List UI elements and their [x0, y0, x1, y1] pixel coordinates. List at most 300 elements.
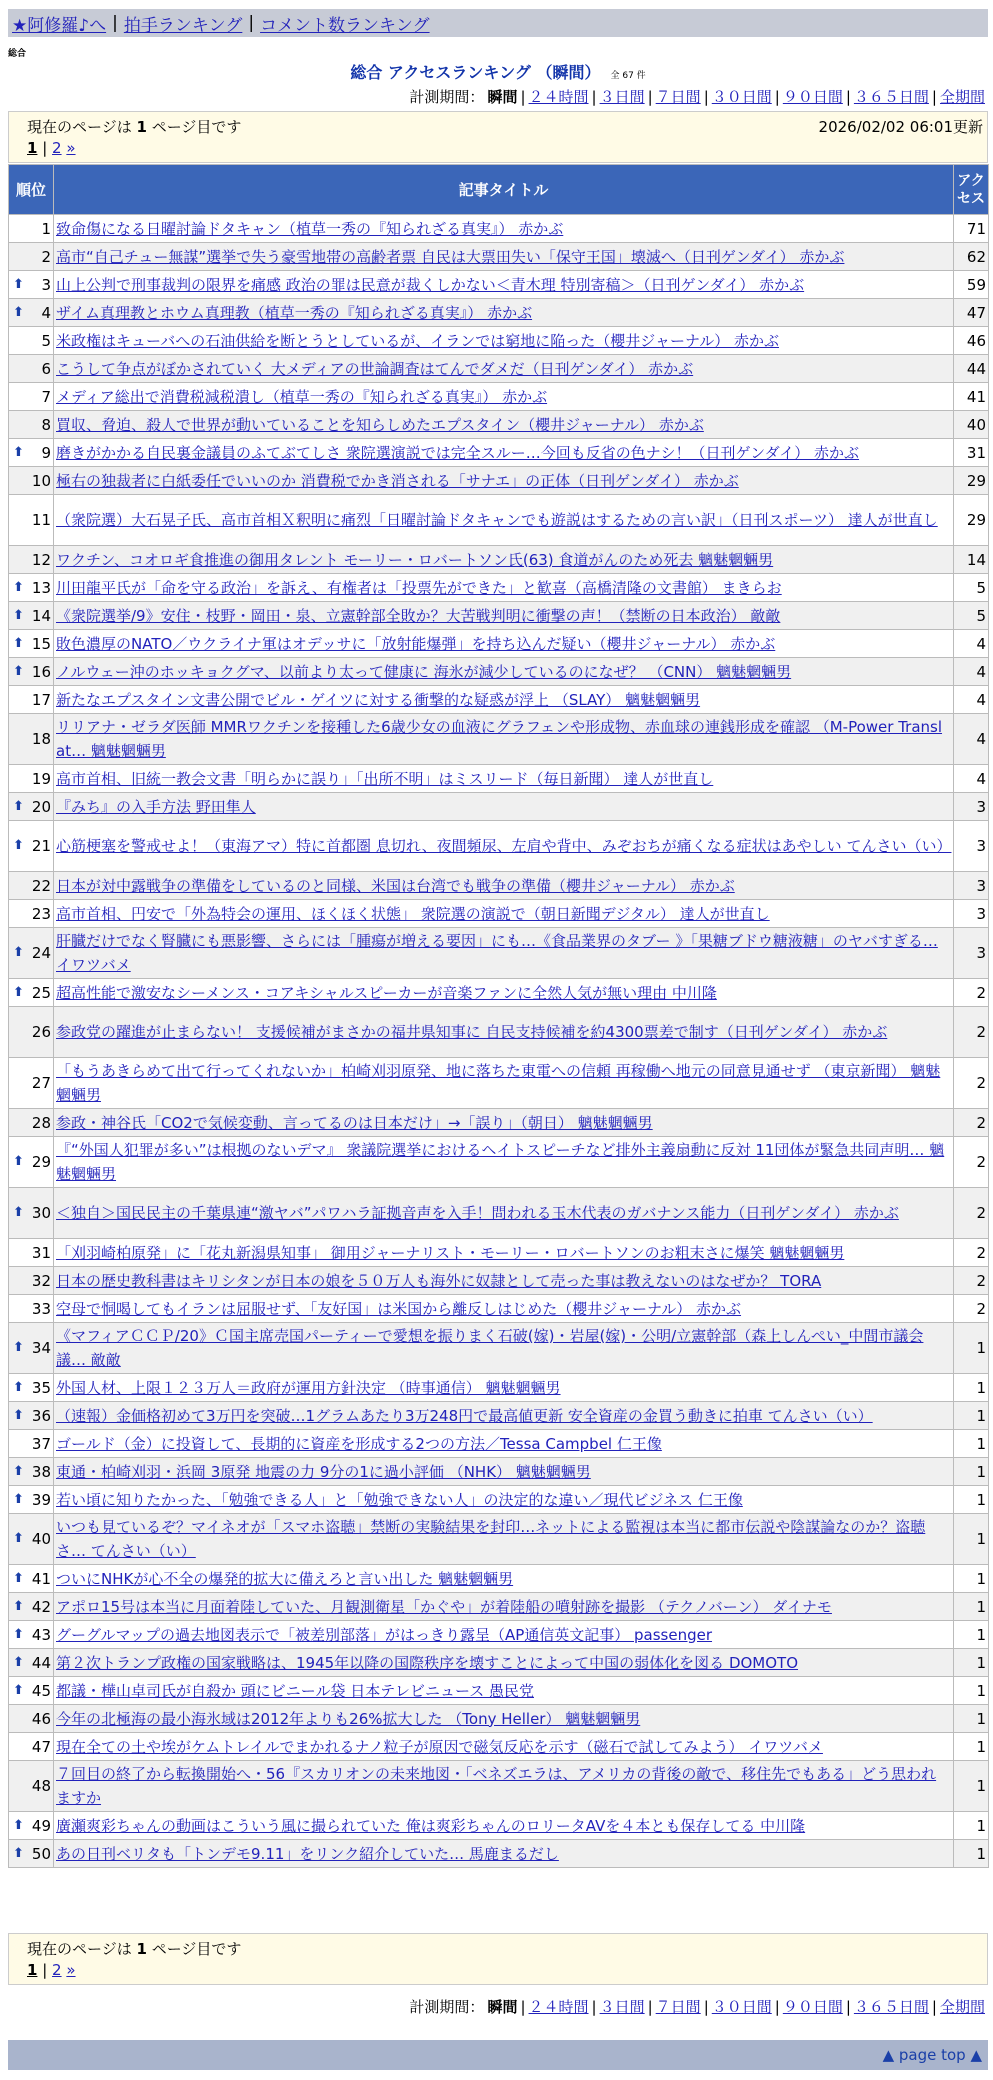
table-row: [9, 1458, 989, 1486]
period-separator: |: [845, 88, 851, 106]
period-link[interactable]: ３０日間: [711, 88, 772, 106]
article-link[interactable]: 今年の北極海の最小海氷域は2012年よりも26%拡大した （Tony Heller） 魑魅魍魎男: [56, 1709, 641, 1728]
article-link[interactable]: 致命傷になる日曜討論ドタキャン（植草一秀の『知られざる真実』） 赤かぶ: [56, 219, 564, 238]
table-row: [9, 1514, 989, 1565]
period-link[interactable]: ９０日間: [782, 88, 843, 106]
access-count: 4: [954, 686, 989, 714]
rank-cell: [9, 1007, 54, 1058]
rank-cell: [9, 1295, 54, 1323]
article-link[interactable]: 敗色濃厚のNATO／ウクライナ軍はオデッサに「放射能爆弾」を持ち込んだ疑い（櫻井ジャーナル） 赤かぶ: [56, 634, 776, 653]
period-separator: |: [520, 1998, 526, 2016]
rank-number: 4: [41, 303, 51, 322]
footer-bar: [8, 2040, 988, 2070]
up-arrow-icon: ⬆: [13, 1463, 24, 1479]
table-row: [9, 900, 989, 928]
period-label: 計測期間：: [409, 88, 485, 106]
page-title: 総合 アクセスランキング （瞬間）: [350, 63, 601, 82]
title-cell: [54, 714, 954, 765]
article-link[interactable]: リリアナ・ゼラダ医師 MMRワクチンを接種した6歳少女の血液にグラフェンや形成物、赤血球の連銭形成を確認 （M-Power Translat… 魑魅魍魎男: [56, 718, 943, 760]
access-count: 5: [954, 602, 989, 630]
current-page-number: 1: [136, 1940, 147, 1958]
period-separator: |: [591, 88, 597, 106]
access-count: 1: [954, 1402, 989, 1430]
table-row: [9, 714, 989, 765]
access-count: 1: [954, 1565, 989, 1593]
rank-cell: [9, 1677, 54, 1705]
ranking-title-row: [8, 60, 988, 83]
up-arrow-icon: ⬆: [13, 1491, 24, 1507]
access-count: 3: [954, 900, 989, 928]
title-cell: [54, 1374, 954, 1402]
rank-cell: [9, 355, 54, 383]
rank-cell: [9, 383, 54, 411]
rank-cell: [9, 630, 54, 658]
title-cell: [54, 1109, 954, 1137]
title-cell: [54, 658, 954, 686]
pager-current: 1: [27, 1961, 38, 1979]
title-cell: [54, 1267, 954, 1295]
table-row: [9, 1323, 989, 1374]
rank-number: 26: [31, 1023, 51, 1041]
current-page-number: 1: [136, 118, 147, 136]
article-link[interactable]: グーグルマップの過去地図表示で「被差別部落」がはっきり露呈（AP通信英文記事） passenger: [56, 1625, 713, 1644]
article-link[interactable]: 空母で恫喝してもイランは屈服せず、「友好国」は米国から離反しはじめた（櫻井ジャーナル） 赤かぶ: [56, 1299, 742, 1318]
access-count: 44: [954, 355, 989, 383]
access-column-header: アクセス: [954, 165, 989, 215]
comment-ranking-link[interactable]: コメント数ランキング: [260, 15, 430, 36]
article-link[interactable]: 『みち』の入手方法 野田隼人: [56, 797, 256, 816]
article-link[interactable]: ついにNHKが心不全の爆発的拡大に備えろと言い出した 魑魅魍魎男: [56, 1569, 514, 1588]
rank-cell: [9, 467, 54, 495]
current-page-text: [27, 1938, 241, 1959]
title-cell: [54, 1007, 954, 1058]
article-link[interactable]: 「もうあきらめて出て行ってくれないか」柏崎刈羽原発、地に落ちた東電への信頼 再稼働へ地元の同意見通せず （東京新聞） 魑魅魍魎男: [56, 1062, 941, 1104]
title-cell: [54, 821, 954, 872]
table-row: [9, 765, 989, 793]
access-count: 2: [954, 979, 989, 1007]
access-count: 4: [954, 714, 989, 765]
rank-number: 36: [31, 1406, 51, 1425]
access-count: 3: [954, 928, 989, 979]
rank-cell: [9, 1239, 54, 1267]
up-arrow-icon: ⬆: [13, 798, 24, 814]
access-count: 1: [954, 1649, 989, 1677]
rank-number: 11: [31, 511, 51, 529]
article-link[interactable]: 日本が対中露戦争の準備をしているのと同様、米国は台湾でも戦争の準備（櫻井ジャーナル） 赤かぶ: [56, 876, 735, 895]
title-cell: [54, 1486, 954, 1514]
rank-cell: [9, 546, 54, 574]
article-link[interactable]: 心筋梗塞を警戒せよ！（東海アマ）特に首都圏 息切れ、夜間頻尿、左肩や背中、みぞおちが痛くなる症状はあやしい てんさい（い）: [56, 837, 952, 855]
rank-number: 42: [31, 1597, 51, 1616]
article-link[interactable]: 米政権はキューバへの石油供給を断とうとしているが、イランでは窮地に陥った（櫻井ジャーナル） 赤かぶ: [56, 331, 779, 350]
up-arrow-icon: ⬆: [13, 663, 24, 679]
period-separator: |: [647, 88, 653, 106]
article-link[interactable]: 参政党の躍進が止まらない！ 支援候補がまさかの福井県知事に 自民支持候補を約4300票差で制す（日刊ゲンダイ） 赤かぶ: [56, 1023, 888, 1041]
current-page-prefix: 現在のページは: [27, 118, 137, 136]
rank-number: 43: [31, 1625, 51, 1644]
access-count: 4: [954, 630, 989, 658]
article-link[interactable]: 新たなエプスタイン文書公開でビル・ゲイツに対する衝撃的な疑惑が浮上 （SLAY） 魑魅魍魎男: [56, 690, 701, 709]
table-row: [9, 872, 989, 900]
period-link[interactable]: ３日間: [599, 88, 645, 106]
access-count: 71: [954, 215, 989, 243]
rank-number: 10: [31, 471, 51, 490]
table-row: [9, 1239, 989, 1267]
up-arrow-icon: ⬆: [13, 444, 24, 460]
title-cell: [54, 872, 954, 900]
article-link[interactable]: 若い頃に知りたかった、「勉強できる人」と「勉強できない人」の決定的な違い／現代ビジネス 仁王像: [56, 1490, 743, 1509]
title-cell: [54, 383, 954, 411]
title-cell: [54, 1733, 954, 1761]
article-link[interactable]: メディア総出で消費税減税潰し（植草一秀の『知られざる真実』） 赤かぶ: [56, 387, 548, 406]
rank-number: 45: [31, 1681, 51, 1700]
article-link[interactable]: 第２次トランプ政権の国家戦略は、1945年以降の国際秩序を壊すことによって中国の弱体化を図る DOMOTO: [56, 1653, 799, 1672]
up-arrow-icon: ⬆: [13, 579, 24, 595]
access-count: 2: [954, 1109, 989, 1137]
pager-next[interactable]: »: [66, 139, 76, 157]
article-link[interactable]: 高市首相、円安で「外為特会の運用、ほくほく状態」 衆院選の演説で（朝日新聞デジタル） 達人が世直し: [56, 904, 770, 923]
period-link[interactable]: ３６５日間: [853, 1998, 929, 2016]
article-link[interactable]: （衆院選）大石晃子氏、高市首相Ｘ釈明に痛烈「日曜討論ドタキャンでも遊説はするための言い訳」（日刊スポーツ） 達人が世直し: [56, 511, 938, 529]
rank-number: 46: [31, 1709, 51, 1728]
table-row: [9, 439, 989, 467]
rank-cell: [9, 1514, 54, 1565]
period-link[interactable]: ７日間: [655, 88, 701, 106]
rank-number: 14: [31, 606, 51, 625]
article-link[interactable]: あの日刊ベリタも「トンデモ9.11」をリンク紹介していた… 馬鹿まるだし: [56, 1844, 559, 1863]
period-separator: |: [931, 88, 937, 106]
table-row: [9, 1621, 989, 1649]
up-arrow-icon: ⬆: [13, 1379, 24, 1395]
up-arrow-icon: ⬆: [13, 1340, 24, 1355]
rank-number: 20: [31, 797, 51, 816]
up-arrow-icon: ⬆: [13, 1531, 24, 1546]
rank-number: 12: [31, 550, 51, 569]
article-link[interactable]: ワクチン、コオロギ食推進の御用タレント モーリー・ロバートソン氏(63) 食道がんのため死去 魑魅魍魎男: [56, 550, 774, 569]
up-arrow-icon: ⬆: [13, 1407, 24, 1423]
access-count: 2: [954, 1295, 989, 1323]
rank-number: 1: [41, 219, 51, 238]
pager-separator: |: [37, 1961, 53, 1979]
rank-cell: [9, 686, 54, 714]
current-page-suffix: ページ目です: [146, 118, 242, 136]
article-link[interactable]: 高市“自己チュー無謀”選挙で失う豪雪地帯の高齢者票 自民は大票田失い「保守王国」壊滅へ（日刊ゲンダイ） 赤かぶ: [56, 247, 845, 266]
rank-number: 8: [41, 415, 51, 434]
title-cell: [54, 979, 954, 1007]
article-link[interactable]: ゴールド（金）に投資して、長期的に資産を形成する2つの方法／Tessa Campbel 仁王像: [56, 1434, 662, 1453]
rank-number: 24: [31, 944, 51, 962]
rank-number: 9: [41, 443, 51, 462]
access-count: 1: [954, 1705, 989, 1733]
article-link[interactable]: 磨きがかかる自民裏金議員のふてぶてしさ 衆院選演説では完全スルー…今回も反省の色ナシ！（日刊ゲンダイ） 赤かぶ: [56, 443, 860, 462]
title-cell: [54, 411, 954, 439]
article-link[interactable]: 東通・柏崎刈羽・浜岡 3原発 地震の力 9分の1に過小評価 （NHK） 魑魅魍魎男: [56, 1462, 591, 1481]
rank-cell: [9, 658, 54, 686]
rank-cell: [9, 979, 54, 1007]
period-link[interactable]: ２４時間: [528, 88, 589, 106]
up-arrow-icon: ⬆: [13, 1570, 24, 1586]
table-row: [9, 686, 989, 714]
current-page-text: [27, 116, 241, 137]
table-row: [9, 979, 989, 1007]
title-cell: [54, 686, 954, 714]
period-selector-bottom: [409, 1996, 988, 2017]
access-count: 1: [954, 1733, 989, 1761]
up-arrow-icon: ⬆: [13, 276, 24, 292]
table-row: [9, 1677, 989, 1705]
article-link[interactable]: 日本の歴史教科書はキリシタンが日本の娘を５０万人も海外に奴隷として売った事は教えないのはなぜか？ TORA: [56, 1271, 822, 1290]
ranking-table-body: [9, 215, 989, 1868]
rank-number: 15: [31, 634, 51, 653]
period-separator: |: [647, 1998, 653, 2016]
rank-cell: [9, 1458, 54, 1486]
access-count: 47: [954, 299, 989, 327]
title-cell: [54, 1188, 954, 1239]
article-link[interactable]: 買収、脅迫、殺人で世界が動いていることを知らしめたエプスタイン（櫻井ジャーナル） 赤かぶ: [56, 415, 704, 434]
table-row: [9, 1649, 989, 1677]
up-arrow-icon: ⬆: [13, 984, 24, 1000]
up-arrow-icon: ⬆: [13, 945, 24, 960]
page-info-box: [8, 111, 988, 163]
table-row: [9, 1374, 989, 1402]
access-count: 59: [954, 271, 989, 299]
home-link[interactable]: ★阿修羅♪へ: [12, 15, 107, 36]
period-separator: |: [703, 1998, 709, 2016]
title-cell: [54, 439, 954, 467]
rank-number: 39: [31, 1490, 51, 1509]
table-row: [9, 411, 989, 439]
article-link[interactable]: ノルウェー沖のホッキョクグマ、以前より太って健康に 海氷が減少しているのになぜ？ （CNN） 魑魅魍魎男: [56, 662, 792, 681]
up-arrow-icon: ⬆: [13, 1845, 24, 1861]
rank-cell: [9, 602, 54, 630]
period-link[interactable]: ９０日間: [782, 1998, 843, 2016]
rank-number: 18: [31, 730, 51, 748]
period-link[interactable]: 全期間: [939, 1998, 985, 2016]
rank-cell: [9, 793, 54, 821]
rank-cell: [9, 872, 54, 900]
rank-number: 21: [31, 837, 51, 855]
period-selector: [409, 86, 988, 107]
article-link[interactable]: 山上公判で刑事裁判の限界を痛感 政治の罪は民意が裁くしかない＜青木理 特別寄稿＞（日刊ゲンダイ） 赤かぶ: [56, 275, 805, 294]
rank-cell: [9, 1267, 54, 1295]
article-link[interactable]: 《マフィアＣＣＰ/20》Ｃ国主席売国パーティーで愛想を振りまく石破(嫁)・岩屋(嫁)・公明/立憲幹部（森上しんぺい_中間市議会議… 敵敵: [56, 1327, 924, 1369]
article-link[interactable]: 参政・神谷氏「CO2で気候変動、言ってるのは日本だけ」→「誤り」（朝日） 魑魅魍魎男: [56, 1113, 653, 1132]
rank-cell: [9, 714, 54, 765]
period-current: 瞬間: [487, 88, 518, 106]
period-link[interactable]: ３０日間: [711, 1998, 772, 2016]
title-cell: [54, 495, 954, 546]
up-arrow-icon: ⬆: [13, 1626, 24, 1642]
table-row: [9, 928, 989, 979]
up-arrow-icon: ⬆: [13, 838, 24, 853]
title-cell: [54, 1514, 954, 1565]
table-row: [9, 1733, 989, 1761]
period-separator: |: [931, 1998, 937, 2016]
rank-number: 2: [41, 247, 51, 266]
article-link[interactable]: 廣瀬爽彩ちゃんの動画はこういう風に撮られていた 俺は爽彩ちゃんのロリータAVを４本とも保存してる 中川隆: [56, 1816, 806, 1835]
rank-cell: [9, 1058, 54, 1109]
rank-number: 29: [31, 1153, 51, 1171]
rank-number: 17: [31, 690, 51, 709]
period-link[interactable]: ３日間: [599, 1998, 645, 2016]
title-cell: [54, 1677, 954, 1705]
rank-number: 16: [31, 662, 51, 681]
title-cell: [54, 1402, 954, 1430]
period-separator: |: [774, 1998, 780, 2016]
article-link[interactable]: 「刈羽崎柏原発」に「花丸新潟県知事」 御用ジャーナリスト・モーリー・ロバートソンのお粗末さに爆笑 魑魅魍魎男: [56, 1243, 845, 1262]
article-link[interactable]: （速報）金価格初めて3万円を突破…1グラムあたり3万248円で最高値更新 安全資産の金買う動きに拍車 てんさい（い）: [56, 1406, 873, 1425]
article-link[interactable]: こうして争点がぼかされていく 大メディアの世論調査はてんでダメだ（日刊ゲンダイ） 赤かぶ: [56, 359, 694, 378]
table-row: [9, 355, 989, 383]
title-cell: [54, 1649, 954, 1677]
table-row: [9, 271, 989, 299]
period-separator: |: [845, 1998, 851, 2016]
rank-number: 7: [41, 387, 51, 406]
access-count: 2: [954, 1188, 989, 1239]
title-cell: [54, 1705, 954, 1733]
period-link[interactable]: 全期間: [939, 88, 985, 106]
access-count: 62: [954, 243, 989, 271]
table-row: [9, 1267, 989, 1295]
rank-cell: [9, 1430, 54, 1458]
article-link[interactable]: 高市首相、旧統一教会文書「明らかに誤り」「出所不明」はミスリード（毎日新聞） 達人が世直し: [56, 769, 714, 788]
rank-cell: [9, 928, 54, 979]
title-cell: [54, 1295, 954, 1323]
access-count: 3: [954, 872, 989, 900]
title-cell: [54, 1565, 954, 1593]
article-link[interactable]: 都議・樺山卓司氏が自殺か 頭にビニール袋 日本テレビニュース 愚民党: [56, 1681, 534, 1700]
article-link[interactable]: 現在全ての土や埃がケムトレイルでまかれるナノ粒子が原因で磁気反応を示す（磁石で試してみよう） イワツバメ: [56, 1737, 823, 1756]
title-cell: [54, 355, 954, 383]
clap-ranking-link[interactable]: 拍手ランキング: [123, 15, 243, 36]
rank-cell: [9, 1109, 54, 1137]
access-count: 2: [954, 1137, 989, 1188]
period-label: 計測期間：: [409, 1998, 485, 2016]
rank-number: 33: [31, 1299, 51, 1318]
title-cell: [54, 243, 954, 271]
title-cell: [54, 546, 954, 574]
title-cell: [54, 1593, 954, 1621]
table-row: [9, 1402, 989, 1430]
table-row: [9, 1565, 989, 1593]
title-cell: [54, 602, 954, 630]
access-count: 40: [954, 411, 989, 439]
title-cell: [54, 1239, 954, 1267]
period-link[interactable]: ７日間: [655, 1998, 701, 2016]
up-arrow-icon: ⬆: [13, 635, 24, 651]
article-link[interactable]: ＜独自＞国民民主の千葉県連“激ヤバ”パワハラ証拠音声を入手！問われる玉木代表のガバナンス能力（日刊ゲンダイ） 赤かぶ: [56, 1204, 899, 1222]
rank-number: 5: [41, 331, 51, 350]
title-cell: [54, 793, 954, 821]
pager: [27, 139, 76, 157]
rank-number: 35: [31, 1378, 51, 1397]
category-label: 総合: [8, 49, 27, 59]
article-link[interactable]: 《衆院選挙/9》安住・枝野・岡田・泉、立憲幹部全敗か？大苦戦判明に衝撃の声！（禁断の日本政治） 敵敵: [56, 606, 781, 625]
pager-page-2[interactable]: 2: [52, 139, 62, 157]
article-link[interactable]: 『“外国人犯罪が多い”は根拠のないデマ』 衆議院選挙におけるヘイトスピーチなど排外主義扇動に反対 11団体が緊急共同声明… 魑魅魍魎男: [56, 1141, 945, 1183]
updated-timestamp: 2026/02/02 06:01更新: [818, 118, 983, 136]
period-link[interactable]: ２４時間: [528, 1998, 589, 2016]
rank-number: 34: [31, 1339, 51, 1357]
pager: [27, 1961, 76, 1979]
access-count: 1: [954, 1812, 989, 1840]
title-cell: [54, 928, 954, 979]
table-row: [9, 793, 989, 821]
title-cell: [54, 1840, 954, 1868]
article-link[interactable]: 超高性能で激安なシーメンス・コアキシャルスピーカーが音楽ファンに全然人気が無い理由 中川隆: [56, 983, 717, 1002]
table-row: [9, 383, 989, 411]
article-link[interactable]: 川田龍平氏が「命を守る政治」を訴え、有権者は「投票先ができた」と歓喜（高橋清隆の文書館） まきらお: [56, 578, 782, 597]
table-row: [9, 1705, 989, 1733]
up-arrow-icon: ⬆: [13, 1654, 24, 1670]
nav-separator: |: [112, 13, 118, 33]
table-row: [9, 1812, 989, 1840]
article-link[interactable]: 肝臓だけでなく腎臓にも悪影響、さらには「腫瘍が増える要因」にも…《食品業界のタブー 》「果糖ブドウ糖液糖」のヤバすぎる… イワツバメ: [56, 932, 938, 974]
rank-number: 19: [31, 769, 51, 788]
title-cell: [54, 630, 954, 658]
access-count: 1: [954, 1621, 989, 1649]
rank-cell: [9, 1486, 54, 1514]
period-separator: |: [591, 1998, 597, 2016]
article-link[interactable]: アポロ15号は本当に月面着陸していた、月観測衛星「かぐや」が着陸船の噴射跡を撮影 （テクノバーン） ダイナモ: [56, 1597, 832, 1616]
table-row: [9, 299, 989, 327]
rank-cell: [9, 1621, 54, 1649]
rank-cell: [9, 327, 54, 355]
article-link[interactable]: 極右の独裁者に白紙委任でいいのか 消費税でかき消される「サナエ」の正体（日刊ゲンダイ） 赤かぶ: [56, 471, 739, 490]
rank-number: 50: [31, 1844, 51, 1863]
rank-cell: [9, 1402, 54, 1430]
article-link[interactable]: 外国人材、上限１２３万人＝政府が運用方針決定 （時事通信） 魑魅魍魎男: [56, 1378, 561, 1397]
access-count: 3: [954, 821, 989, 872]
access-count: 46: [954, 327, 989, 355]
title-cell: [54, 1137, 954, 1188]
access-count: 2: [954, 1267, 989, 1295]
rank-number: 6: [41, 359, 51, 378]
rank-number: 28: [31, 1113, 51, 1132]
table-row: [9, 327, 989, 355]
article-link[interactable]: いつも見ているぞ？マイネオが「スマホ盗聴」禁断の実験結果を封印…ネットによる監視は本当に都市伝説や陰謀論なのか？盗聴さ… てんさい（い）: [56, 1518, 926, 1560]
table-row: [9, 1007, 989, 1058]
page-info-box-bottom: [8, 1933, 988, 1985]
table-row: [9, 1188, 989, 1239]
table-row: [9, 630, 989, 658]
table-row: [9, 1486, 989, 1514]
rank-cell: [9, 1812, 54, 1840]
article-link[interactable]: ７回目の終了から転換開始へ・56『スカリオンの未来地図・「ベネズエラは、アメリカの背後の敵で、移住先でもある」どう思われますか: [56, 1765, 937, 1807]
title-cell: [54, 1058, 954, 1109]
pager-next[interactable]: »: [66, 1961, 76, 1979]
title-cell: [54, 299, 954, 327]
top-nav-bar: [8, 9, 988, 37]
table-row: [9, 1295, 989, 1323]
title-cell: [54, 327, 954, 355]
article-link[interactable]: ザイム真理教とホウム真理教（植草一秀の『知られざる真実』） 赤かぶ: [56, 303, 533, 322]
access-count: 1: [954, 1677, 989, 1705]
access-count: 1: [954, 1458, 989, 1486]
rank-number: 41: [31, 1569, 51, 1588]
rank-number: 3: [41, 275, 51, 294]
access-count: 1: [954, 1486, 989, 1514]
period-link[interactable]: ３６５日間: [853, 88, 929, 106]
table-row: [9, 243, 989, 271]
title-cell: [54, 1458, 954, 1486]
up-arrow-icon: ⬆: [13, 1817, 24, 1833]
current-page-suffix: ページ目です: [146, 1940, 242, 1958]
access-count: 31: [954, 439, 989, 467]
pager-page-2[interactable]: 2: [52, 1961, 62, 1979]
page-top-link[interactable]: ▲ page top ▲: [882, 2046, 982, 2064]
table-row: [9, 658, 989, 686]
